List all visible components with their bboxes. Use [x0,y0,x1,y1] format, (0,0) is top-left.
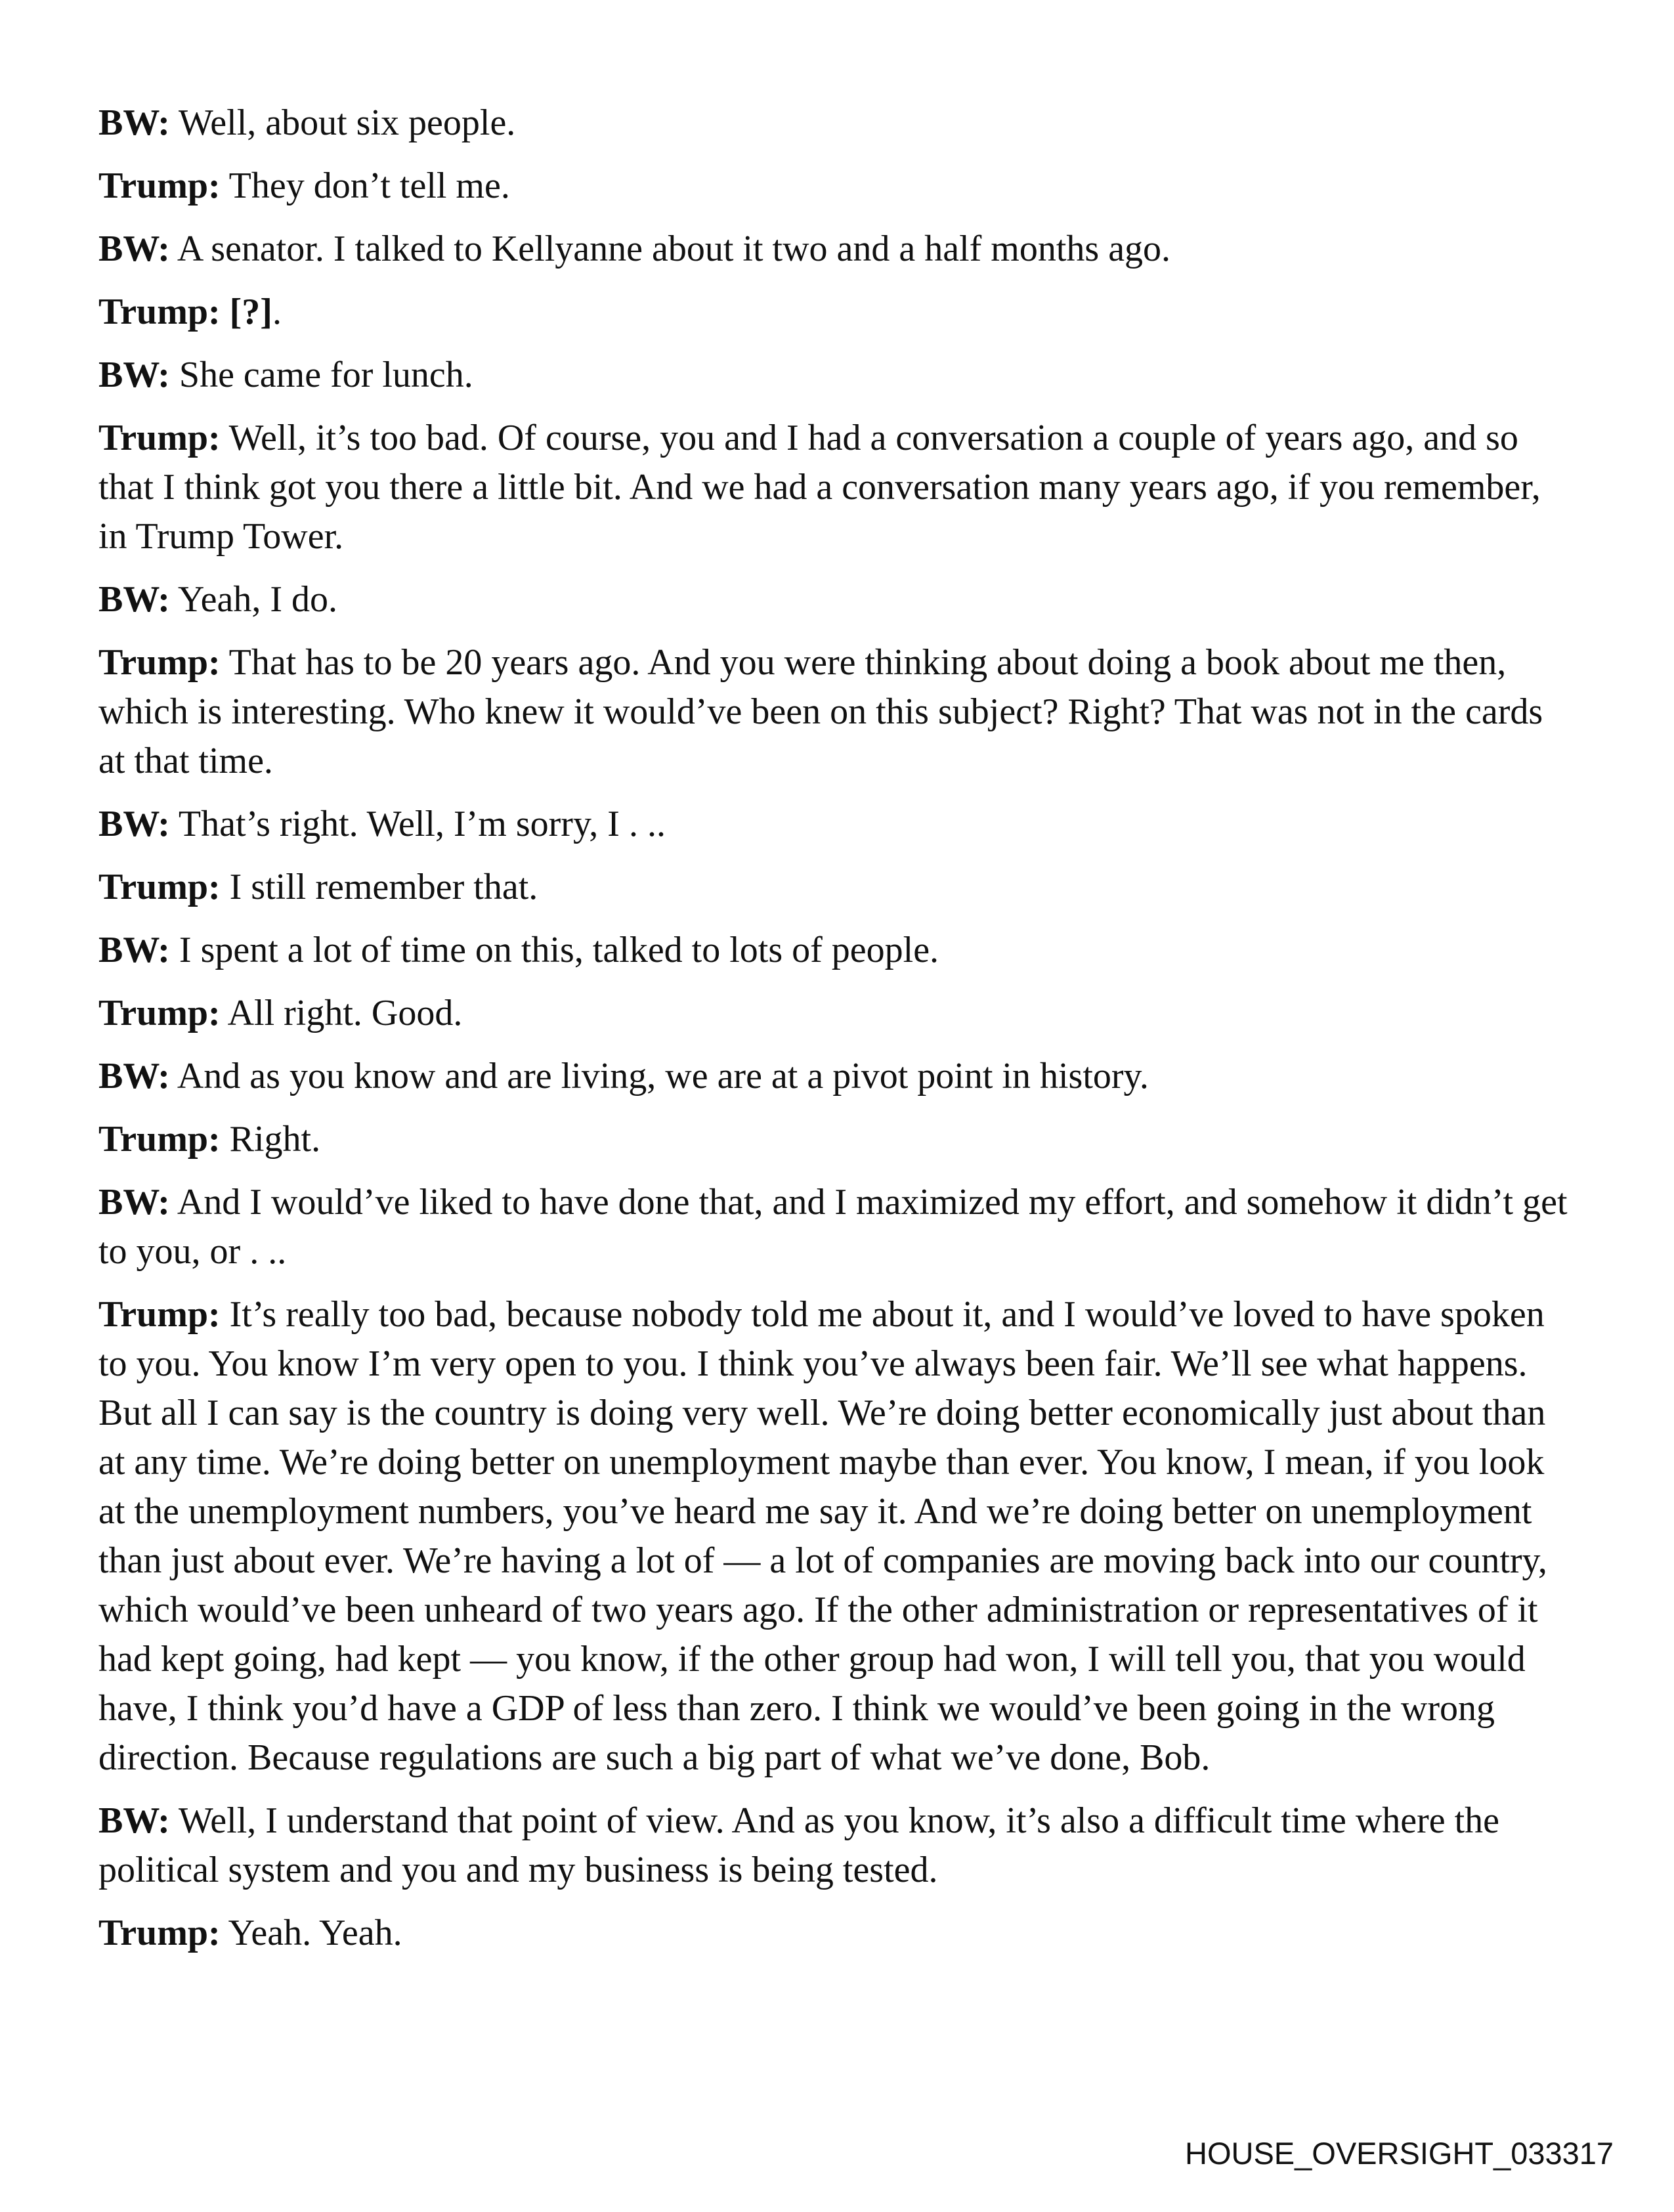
transcript-entry [98,638,1576,786]
transcript-entry [98,414,1576,561]
speaker-label: Trump: [98,1913,221,1953]
transcript-entry [98,1909,1576,1958]
speaker-label: Trump: [98,867,221,907]
transcript-entry [98,1115,1576,1164]
transcript-entry [98,1052,1576,1101]
speaker-label: Trump: [98,418,221,458]
speaker-label: Trump: [98,642,221,683]
speaker-label: Trump: [98,993,221,1033]
transcript-entry [98,863,1576,912]
dialogue-text: And I would’ve liked to have done that, and I maximized my effort, and somehow it didn’t get to you, or . .. [98,1182,1568,1272]
transcript-entry [98,1290,1576,1783]
speaker-label: BW: [98,355,170,395]
speaker-label: BW: [98,579,170,620]
dialogue-text: All right. Good. [227,993,463,1033]
speaker-label: Trump: [98,1294,221,1335]
dialogue-text: Right. [229,1119,321,1160]
transcript-entry [98,989,1576,1038]
transcript-entry [98,1178,1576,1276]
dialogue-text: I spent a lot of time on this, talked to lots of people. [179,930,939,970]
dialogue-text: That’s right. Well, I’m sorry, I . .. [178,804,666,844]
dialogue-text: Yeah. Yeah. [228,1913,402,1953]
transcript-entry [98,351,1576,400]
transcript-entry [98,162,1576,211]
transcript-entry [98,288,1576,337]
speaker-label: BW: [98,1800,170,1841]
dialogue-text: A senator. I talked to Kellyanne about it two and a half months ago. [177,228,1171,269]
transcript-page [98,98,1576,1972]
dialogue-text: They don’t tell me. [228,165,510,206]
dialogue-text: Yeah, I do. [177,579,338,620]
dialogue-text: Well, about six people. [178,102,516,143]
speaker-label: Trump: [?] [98,292,272,332]
transcript-entry [98,575,1576,624]
speaker-label: BW: [98,804,170,844]
speaker-label: BW: [98,930,170,970]
transcript-entry [98,98,1576,148]
speaker-label: BW: [98,102,170,143]
speaker-label: Trump: [98,1119,221,1160]
bates-number: HOUSE_OVERSIGHT_033317 [1185,2136,1614,2171]
transcript-entry [98,926,1576,975]
transcript-entry [98,225,1576,274]
dialogue-text: And as you know and are living, we are at a pivot point in history. [177,1056,1149,1096]
transcript-entry [98,1796,1576,1895]
dialogue-text: She came for lunch. [179,355,473,395]
transcript-entry [98,800,1576,849]
speaker-label: Trump: [98,165,221,206]
dialogue-text: . [272,292,282,332]
dialogue-text: I still remember that. [229,867,538,907]
dialogue-text: Well, it’s too bad. Of course, you and I had a conversation a couple of years ago, and so that I think got you there a little bit. And we had a conversation many years ago, if you remember, in Trump Tower. [98,418,1541,557]
dialogue-text: That has to be 20 years ago. And you were thinking about doing a book about me then, which is interesting. Who knew it would’ve been on this subject? Right? That was not in the cards at that time. [98,642,1543,781]
dialogue-text: It’s really too bad, because nobody told me about it, and I would’ve loved to have spoken to you. You know I’m very open to you. I think you’ve always been fair. We’ll see what happens. But all I can say is the country is doing very well. We’re doing better economically just about than at any time. We’re doing better on unemployment maybe than ever. You know, I mean, if you look at the unemployment numbers, you’ve heard me say it. And we’re doing better on unemployment than just about ever. We’re having a lot of — a lot of companies are moving back into our country, which would’ve been unheard of two years ago. If the other administration or representatives of it had kept going, had kept — you know, if the other group had won, I will tell you, that you would have, I think you’d have a GDP of less than zero. I think we would’ve been going in the wrong direction. Because regulations are such a big part of what we’ve done, Bob. [98,1294,1547,1778]
dialogue-text: Well, I understand that point of view. And as you know, it’s also a difficult time where the political system and you and my business is being tested. [98,1800,1500,1890]
speaker-label: BW: [98,1182,170,1223]
speaker-label: BW: [98,1056,170,1096]
speaker-label: BW: [98,228,170,269]
